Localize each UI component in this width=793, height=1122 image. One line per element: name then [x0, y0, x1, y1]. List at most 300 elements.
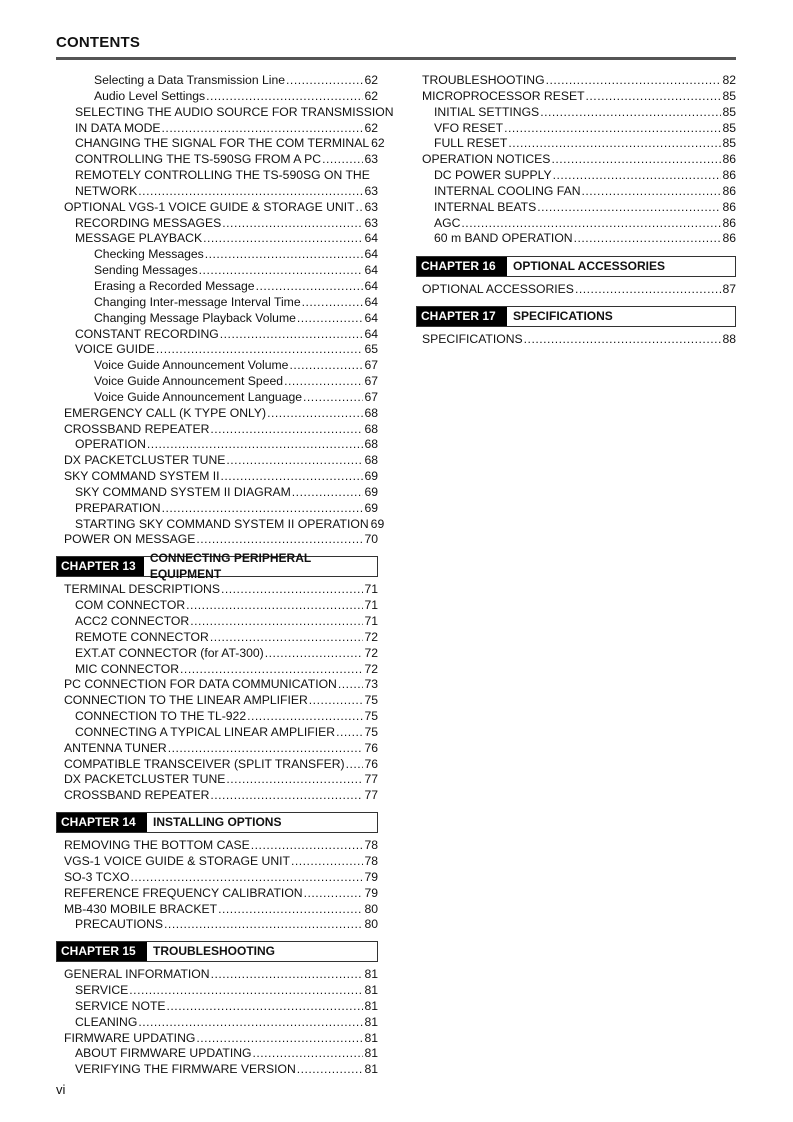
chapter-number: CHAPTER 17 — [417, 307, 507, 326]
toc-entry-text: Selecting a Data Transmission Line — [94, 73, 286, 87]
toc-entry-text: MIC CONNECTOR — [75, 661, 180, 676]
dot-leader — [582, 184, 722, 200]
toc-page-number: 77 — [364, 772, 378, 787]
toc-section — [416, 73, 736, 247]
toc-entry[interactable] — [56, 757, 378, 773]
toc-entry[interactable] — [416, 282, 736, 298]
dot-leader — [524, 332, 722, 348]
toc-page-number: 86 — [722, 152, 736, 167]
toc-entry[interactable] — [56, 516, 385, 533]
toc-entry[interactable] — [416, 168, 736, 184]
toc-page-number: 63 — [364, 152, 378, 167]
toc-entry-text: REMOTE CONNECTOR — [75, 629, 209, 644]
toc-page-number: 64 — [364, 247, 378, 262]
dot-leader — [138, 1015, 363, 1031]
toc-page-number: 75 — [364, 709, 378, 724]
toc-entry-text: VGS-1 VOICE GUIDE & STORAGE UNIT — [64, 853, 290, 868]
toc-entry-text: OPTIONAL VGS-1 VOICE GUIDE & STORAGE UNIT — [64, 199, 355, 214]
toc-page-number: 64 — [364, 231, 378, 246]
chapter-13-heading — [56, 550, 378, 581]
dot-leader — [256, 279, 364, 295]
toc-entry-text: Voice Guide Announcement Language — [94, 389, 303, 404]
dot-leader — [196, 1031, 363, 1047]
toc-entry-text: ABOUT FIRMWARE UPDATING — [75, 1046, 252, 1061]
toc-page-number: 81 — [364, 998, 378, 1013]
toc-entry-text: VERIFYING THE FIRMWARE VERSION — [75, 1062, 296, 1077]
toc-entry[interactable] — [416, 89, 736, 105]
toc-entry-text: CONTROLLING THE TS-590SG FROM A PC — [75, 152, 322, 167]
toc-page-number: 86 — [722, 215, 736, 230]
dot-leader — [220, 327, 364, 343]
toc-entry-text: EXT.AT CONNECTOR (for AT-300) — [75, 645, 264, 660]
toc-page-number: 85 — [722, 120, 736, 135]
toc-entry[interactable] — [56, 870, 378, 886]
toc-entry[interactable] — [56, 200, 378, 216]
chapter-number: CHAPTER 16 — [417, 257, 507, 276]
toc-page-number: 62 — [364, 120, 378, 135]
chapter-16-heading — [416, 256, 736, 277]
dot-leader — [338, 677, 364, 693]
toc-entry-text: Changing Inter-message Interval Time — [94, 294, 301, 309]
toc-page-number: 63 — [364, 183, 378, 198]
dot-leader — [205, 247, 364, 263]
toc-entry[interactable] — [56, 1062, 378, 1078]
dot-leader — [210, 630, 364, 646]
toc-entry-text: SKY COMMAND SYSTEM II — [64, 469, 220, 484]
dot-leader — [164, 917, 363, 933]
header-rule — [56, 57, 736, 60]
toc-right-column — [416, 73, 736, 348]
toc-page-number: 76 — [364, 740, 378, 755]
toc-entry[interactable] — [56, 453, 378, 469]
toc-entry-text: FIRMWARE UPDATING — [64, 1030, 196, 1045]
toc-page-number: 78 — [364, 853, 378, 868]
toc-page-number: 75 — [364, 693, 378, 708]
toc-entry[interactable] — [416, 184, 736, 200]
toc-page-number: 86 — [722, 231, 736, 246]
toc-entry[interactable] — [56, 854, 378, 870]
toc-entry[interactable] — [56, 902, 378, 918]
toc-page-number: 64 — [364, 294, 378, 309]
toc-entry-text: DC POWER SUPPLY — [434, 168, 552, 183]
toc-entry-text: Sending Messages — [94, 263, 198, 278]
toc-entry[interactable] — [56, 646, 378, 662]
chapter-number: CHAPTER 15 — [57, 942, 147, 961]
toc-entry-text: REMOTELY CONTROLLING THE TS-590SG ON THE — [75, 168, 370, 183]
toc-entry[interactable] — [416, 332, 736, 348]
dot-leader — [180, 662, 363, 678]
toc-page-number: 63 — [364, 215, 378, 230]
toc-entry[interactable] — [56, 967, 378, 983]
dot-leader — [221, 469, 364, 485]
toc-entry-text: CONSTANT RECORDING — [75, 326, 219, 341]
toc-entry-line — [56, 121, 378, 137]
toc-entry-text: CHANGING THE SIGNAL FOR THE COM TERMINAL — [75, 136, 370, 151]
toc-left-column — [56, 73, 394, 1078]
toc-page-number: 72 — [364, 629, 378, 644]
toc-entry-text: SELECTING THE AUDIO SOURCE FOR TRANSMISSION — [75, 104, 394, 119]
toc-entry[interactable] — [56, 247, 378, 263]
toc-page-number: 68 — [364, 453, 378, 468]
toc-entry[interactable] — [56, 886, 378, 902]
toc-page-number: 86 — [722, 183, 736, 198]
toc-entry[interactable] — [56, 917, 378, 933]
toc-entry[interactable] — [56, 469, 378, 485]
toc-entry-text: RECORDING MESSAGES — [75, 215, 222, 230]
dot-leader — [286, 73, 363, 89]
toc-entry-text: CROSSBAND REPEATER — [64, 421, 210, 436]
toc-page-number: 67 — [364, 358, 378, 373]
toc-entry[interactable] — [56, 104, 394, 137]
toc-page-number: 67 — [364, 389, 378, 404]
toc-entry-text: INTERNAL BEATS — [434, 199, 537, 214]
toc-entry[interactable] — [56, 532, 378, 548]
toc-entry[interactable] — [56, 709, 378, 725]
toc-entry-text: Voice Guide Announcement Volume — [94, 358, 289, 373]
chapter-title: SPECIFICATIONS — [513, 308, 613, 323]
toc-entry[interactable] — [56, 983, 378, 999]
toc-entry-text: Erasing a Recorded Message — [94, 278, 255, 293]
page-number: vi — [56, 1082, 66, 1097]
toc-entry[interactable] — [56, 614, 378, 630]
dot-leader — [196, 532, 363, 548]
dot-leader — [190, 614, 363, 630]
toc-page-number: 85 — [722, 104, 736, 119]
toc-entry[interactable] — [56, 374, 378, 390]
chapter-17-heading — [416, 306, 736, 327]
dot-leader — [265, 646, 364, 662]
toc-entry[interactable] — [416, 200, 736, 216]
toc-page-number: 82 — [722, 73, 736, 87]
toc-page-number: 64 — [364, 263, 378, 278]
dot-leader — [553, 168, 722, 184]
toc-entry[interactable] — [416, 231, 736, 247]
dot-leader — [322, 152, 363, 168]
toc-entry-text: PREPARATION — [75, 500, 161, 515]
toc-page-number: 85 — [722, 136, 736, 151]
dot-leader — [508, 136, 721, 152]
dot-leader — [309, 693, 364, 709]
toc-entry[interactable] — [56, 216, 378, 232]
toc-entry-text: COMPATIBLE TRANSCEIVER (SPLIT TRANSFER) — [64, 756, 345, 771]
toc-entry[interactable] — [56, 279, 378, 295]
dot-leader — [304, 886, 364, 902]
toc-page-number: 88 — [722, 332, 736, 347]
toc-entry-text: REMOVING THE BOTTOM CASE — [64, 838, 250, 853]
toc-entry-text: CONNECTION TO THE LINEAR AMPLIFIER — [64, 693, 308, 708]
toc-entry[interactable] — [416, 152, 736, 168]
toc-entry-text: DX PACKETCLUSTER TUNE — [64, 772, 226, 787]
toc-entry[interactable] — [56, 263, 378, 279]
toc-page-number: 81 — [364, 1014, 378, 1029]
toc-page-number: 62 — [364, 88, 378, 103]
toc-entry[interactable] — [56, 485, 378, 501]
dot-leader — [297, 311, 364, 327]
toc-entry[interactable] — [56, 772, 378, 788]
toc-page-number: 62 — [364, 73, 378, 87]
dot-leader — [226, 453, 363, 469]
toc-entry-text: STARTING SKY COMMAND SYSTEM II OPERATION — [75, 516, 369, 531]
toc-entry-text: MICROPROCESSOR RESET — [422, 88, 585, 103]
toc-page-number: 69 — [370, 516, 385, 531]
chapter-title: CONNECTING PERIPHERAL EQUIPMENT — [149, 550, 311, 581]
toc-entry[interactable] — [416, 105, 736, 121]
toc-page-number: 71 — [364, 614, 378, 628]
toc-entry-text: DX PACKETCLUSTER TUNE — [64, 453, 226, 468]
dot-leader — [297, 1062, 364, 1078]
toc-entry-text: INTERNAL COOLING FAN — [434, 183, 581, 198]
page-title: CONTENTS — [56, 34, 141, 51]
toc-entry-text: PC CONNECTION FOR DATA COMMUNICATION — [64, 677, 337, 692]
chapter-number: CHAPTER 14 — [57, 813, 147, 832]
toc-entry[interactable] — [56, 406, 378, 422]
toc-page-number: 65 — [364, 342, 378, 357]
toc-entry[interactable] — [56, 1046, 378, 1062]
dot-leader — [147, 437, 364, 453]
dot-leader — [336, 725, 363, 741]
toc-entry[interactable] — [56, 295, 378, 311]
toc-entry[interactable] — [56, 741, 378, 757]
toc-entry[interactable] — [416, 216, 736, 232]
dot-leader — [247, 709, 363, 725]
dot-leader — [222, 216, 363, 232]
toc-page-number: 71 — [364, 598, 378, 613]
toc-entry-text: SPECIFICATIONS — [422, 332, 523, 347]
toc-page-number: 85 — [722, 88, 736, 103]
toc-entry-text: MESSAGE PLAYBACK — [75, 231, 203, 246]
toc-entry-text: 60 m BAND OPERATION — [434, 231, 573, 246]
dot-leader — [289, 358, 363, 374]
toc-entry-line — [56, 184, 378, 200]
toc-page-number: 72 — [364, 645, 378, 660]
dot-leader — [138, 184, 363, 200]
toc-entry[interactable] — [56, 136, 385, 152]
toc-page-number: 79 — [364, 869, 378, 884]
toc-entry-text: GENERAL INFORMATION — [64, 967, 210, 982]
toc-page-number: 86 — [722, 168, 736, 183]
toc-entry[interactable] — [56, 422, 378, 438]
toc-entry[interactable] — [416, 121, 736, 137]
toc-entry[interactable] — [56, 342, 378, 358]
toc-page-number: 81 — [364, 1046, 378, 1061]
dot-leader — [129, 983, 363, 999]
dot-leader — [551, 152, 721, 168]
toc-page-number: 68 — [364, 421, 378, 436]
toc-entry-text: OPERATION — [75, 437, 146, 452]
toc-entry-text: ANTENNA TUNER — [64, 740, 167, 755]
dot-leader — [221, 582, 363, 598]
dot-leader — [211, 967, 364, 983]
toc-page-number: 87 — [722, 282, 736, 297]
toc-entry-text: OPERATION NOTICES — [422, 152, 551, 167]
dot-leader — [292, 485, 364, 501]
dot-leader — [461, 216, 721, 232]
toc-entry[interactable] — [56, 501, 378, 517]
toc-page-number: 77 — [364, 788, 378, 803]
toc-entry-text: FULL RESET — [434, 136, 508, 151]
toc-entry[interactable] — [56, 1015, 378, 1031]
toc-entry-text: TERMINAL DESCRIPTIONS — [64, 582, 220, 597]
toc-entry[interactable] — [416, 136, 736, 152]
toc-page-number: 72 — [364, 661, 378, 676]
toc-entry-text: NETWORK — [75, 183, 138, 198]
toc-entry-text: SERVICE NOTE — [75, 998, 166, 1013]
dot-leader — [537, 200, 721, 216]
dot-leader — [291, 854, 363, 870]
toc-page-number: 68 — [364, 405, 378, 420]
dot-leader — [284, 374, 363, 390]
toc-page-number: 69 — [364, 484, 378, 499]
toc-page-number: 69 — [364, 500, 378, 515]
toc-entry[interactable] — [56, 662, 378, 678]
toc-entry[interactable] — [56, 999, 378, 1015]
toc-page-number: 80 — [364, 917, 378, 932]
toc-entry-text: OPTIONAL ACCESSORIES — [422, 282, 574, 297]
toc-entry[interactable] — [56, 358, 378, 374]
toc-page-number: 70 — [364, 532, 378, 547]
dot-leader — [186, 598, 363, 614]
toc-entry-text: Audio Level Settings — [94, 88, 206, 103]
dot-leader — [356, 200, 364, 216]
toc-page-number: 64 — [364, 326, 378, 341]
dot-leader — [546, 73, 722, 89]
toc-page-number: 79 — [364, 885, 378, 900]
dot-leader — [575, 282, 722, 298]
toc-entry-text: AGC — [434, 215, 461, 230]
dot-leader — [168, 741, 364, 757]
dot-leader — [162, 501, 364, 517]
toc-section — [56, 967, 378, 1078]
dot-leader — [267, 406, 363, 422]
toc-entry-text: MB-430 MOBILE BRACKET — [64, 901, 218, 916]
dot-leader — [251, 838, 364, 854]
dot-leader — [203, 231, 363, 247]
toc-entry[interactable] — [56, 598, 378, 614]
toc-entry[interactable] — [56, 311, 378, 327]
toc-entry[interactable] — [56, 231, 378, 247]
toc-entry[interactable] — [56, 582, 378, 598]
toc-entry-text: INITIAL SETTINGS — [434, 104, 540, 119]
dot-leader — [226, 772, 363, 788]
toc-entry[interactable] — [56, 89, 378, 105]
toc-page-number: 64 — [364, 278, 378, 293]
dot-leader — [130, 870, 363, 886]
toc-page-number: 76 — [364, 756, 378, 771]
dot-leader — [540, 105, 721, 121]
toc-entry[interactable] — [56, 838, 378, 854]
toc-page-number: 81 — [364, 983, 378, 998]
toc-section — [56, 73, 394, 548]
toc-entry[interactable] — [56, 152, 378, 168]
dot-leader — [574, 231, 722, 247]
toc-entry-text: REFERENCE FREQUENCY CALIBRATION — [64, 885, 303, 900]
dot-leader — [206, 89, 363, 105]
toc-entry[interactable] — [56, 677, 378, 693]
dot-leader — [162, 121, 364, 137]
chapter-title: TROUBLESHOOTING — [153, 943, 275, 958]
toc-entry[interactable] — [56, 693, 378, 709]
toc-entry-text: Changing Message Playback Volume — [94, 310, 296, 325]
toc-section — [56, 838, 378, 933]
toc-entry[interactable] — [416, 73, 736, 89]
toc-entry-text: CONNECTING A TYPICAL LINEAR AMPLIFIER — [75, 724, 336, 739]
dot-leader — [210, 422, 363, 438]
toc-page-number: 68 — [364, 437, 378, 452]
toc-page-number: 63 — [364, 199, 378, 214]
chapter-title: INSTALLING OPTIONS — [153, 814, 282, 829]
toc-entry[interactable] — [56, 1031, 378, 1047]
chapter-number: CHAPTER 13 — [57, 557, 144, 576]
toc-entry[interactable] — [56, 788, 378, 804]
dot-leader — [504, 121, 721, 137]
dot-leader — [167, 999, 364, 1015]
toc-page-number: 64 — [364, 310, 378, 325]
toc-entry-text: Voice Guide Announcement Speed — [94, 374, 284, 389]
toc-entry-text: PRECAUTIONS — [75, 917, 164, 932]
chapter-14-heading — [56, 812, 378, 833]
toc-page-number: 78 — [364, 838, 378, 853]
dot-leader — [218, 902, 363, 918]
dot-leader — [199, 263, 364, 279]
chapter-title: OPTIONAL ACCESSORIES — [513, 258, 666, 273]
toc-entry[interactable] — [56, 327, 378, 343]
toc-entry-text: IN DATA MODE — [75, 120, 161, 135]
dot-leader — [303, 390, 363, 406]
dot-leader — [253, 1046, 364, 1062]
toc-page-number: 81 — [364, 1062, 378, 1077]
dot-leader — [586, 89, 722, 105]
toc-entry-text: EMERGENCY CALL (K TYPE ONLY) — [64, 405, 267, 420]
toc-entry-text: CONNECTION TO THE TL-922 — [75, 709, 247, 724]
toc-section — [416, 332, 736, 348]
toc-page-number: 69 — [364, 469, 378, 484]
toc-entry-text: SO-3 TCXO — [64, 869, 130, 884]
toc-entry-text: SKY COMMAND SYSTEM II DIAGRAM — [75, 484, 291, 499]
toc-page-number: 86 — [722, 199, 736, 214]
toc-entry[interactable] — [56, 73, 378, 89]
toc-entry-text: VFO RESET — [434, 120, 504, 135]
toc-entry[interactable] — [56, 437, 378, 453]
chapter-15-heading — [56, 941, 378, 962]
toc-section — [56, 582, 378, 804]
toc-entry[interactable] — [56, 630, 378, 646]
dot-leader — [210, 788, 363, 804]
toc-entry[interactable] — [56, 390, 378, 406]
toc-page-number: 71 — [364, 582, 378, 597]
toc-page-number: 75 — [364, 724, 378, 739]
toc-page-number: 81 — [364, 1030, 378, 1045]
toc-page-number: 62 — [371, 136, 385, 151]
dot-leader — [346, 757, 364, 773]
dot-leader — [156, 342, 364, 358]
toc-page-number: 81 — [364, 967, 378, 982]
toc-page-number: 73 — [364, 677, 378, 692]
toc-entry-text: CROSSBAND REPEATER — [64, 788, 210, 803]
toc-entry-text: ACC2 CONNECTOR — [75, 614, 190, 628]
toc-entry[interactable] — [56, 168, 378, 200]
toc-entry[interactable] — [56, 725, 378, 741]
toc-section — [416, 282, 736, 298]
toc-entry-text: SERVICE — [75, 983, 129, 998]
dot-leader — [302, 295, 364, 311]
toc-entry-text: Checking Messages — [94, 247, 204, 262]
toc-entry-text: CLEANING — [75, 1014, 138, 1029]
toc-entry-text: POWER ON MESSAGE — [64, 532, 196, 547]
toc-page-number: 67 — [364, 374, 378, 389]
toc-page-number: 80 — [364, 901, 378, 916]
toc-entry-text: COM CONNECTOR — [75, 598, 186, 613]
toc-entry-text: TROUBLESHOOTING — [422, 73, 545, 87]
